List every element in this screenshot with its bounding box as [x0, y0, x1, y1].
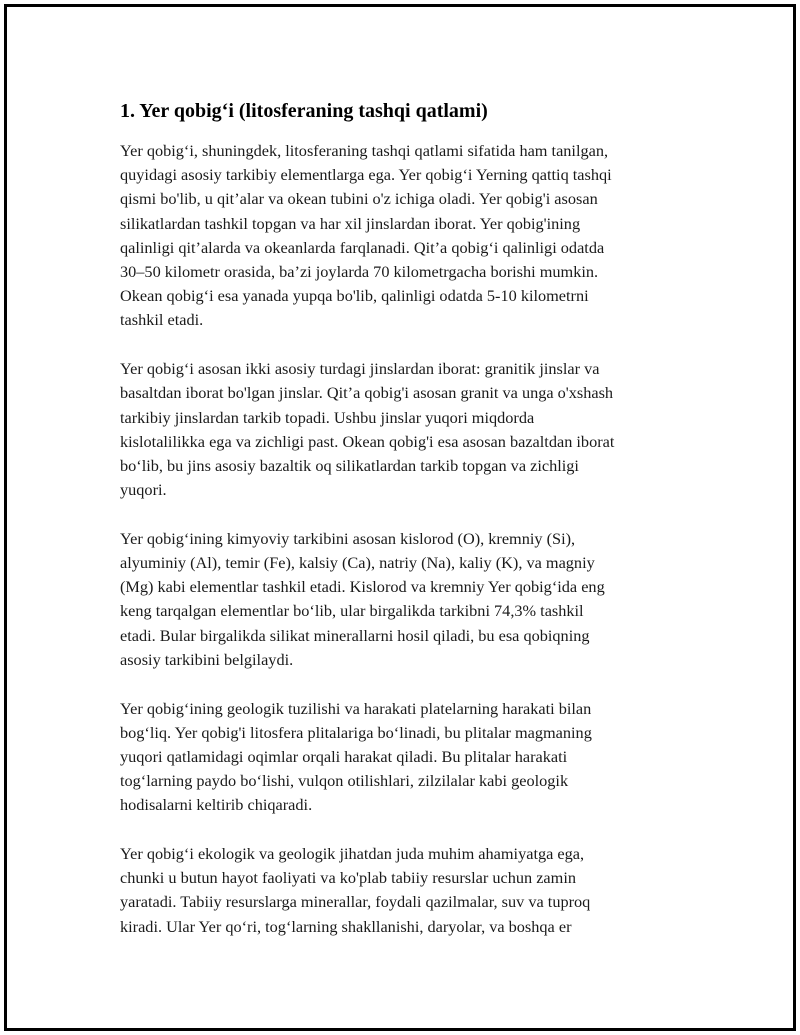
paragraph-line: alyuminiy (Al), temir (Fe), kalsiy (Ca), natriy (Na), kaliy (K), va magniy [120, 553, 595, 573]
paragraph-line: yaratadi. Tabiiy resurslarga minerallar, foydali qazilmalar, suv va tuproq [120, 892, 591, 912]
paragraph-line: Yer qobig‘i, shuningdek, litosferaning tashqi qatlami sifatida ham tanilgan, [120, 141, 609, 160]
document-body [120, 99, 690, 963]
paragraph-line: hodisalarni keltirib chiqaradi. [120, 795, 313, 815]
document-page [4, 4, 796, 1031]
paragraph-line: bo‘lib, bu jins asosiy bazaltik oq silikatlardan tarkib topgan va zichligi [120, 455, 579, 475]
section-heading: 1. Yer qobig‘i (litosferaning tashqi qatlami) [120, 100, 488, 122]
paragraph-line: kiradi. Ular Yer qo‘ri, tog‘larning shakllanishi, daryolar, va boshqa er [120, 916, 572, 936]
paragraph-2 [120, 357, 690, 502]
paragraph-3 [120, 527, 690, 672]
paragraph-line: qismi bo'lib, u qit’alar va okean tubini o'z ichiga oladi. Yer qobig'i asosan [120, 189, 598, 209]
paragraph-line: yuqori. [120, 480, 167, 500]
paragraph-line: etadi. Bular birgalikda silikat minerallarni hosil qiladi, bu esa qobiqning [120, 625, 590, 645]
paragraph-line: tog‘larning paydo bo‘lishi, vulqon otilishlari, zilzilalar kabi geologik [120, 771, 569, 791]
paragraph-line: asosiy tarkibini belgilaydi. [120, 649, 294, 669]
paragraph-line: silikatlardan tashkil topgan va har xil jinslardan iborat. Yer qobig'ining [120, 213, 581, 233]
paragraph-line: tashkil etadi. [120, 310, 204, 330]
paragraph-line: basaltdan iborat bo'lgan jinslar. Qit’a qobig'i asosan granit va unga o'xshash [120, 383, 614, 403]
paragraph-line: chunki u butun hayot faoliyati va ko'plab tabiiy resurslar uchun zamin [120, 868, 576, 888]
paragraph-line: Okean qobig‘i esa yanada yupqa bo'lib, qalinligi odatda 5-10 kilometrni [120, 286, 589, 306]
paragraph-line: bog‘liq. Yer qobig'i litosfera plitalariga bo‘linadi, bu plitalar magmaning [120, 722, 592, 742]
paragraph-line: Yer qobig‘i ekologik va geologik jihatdan juda muhim ahamiyatga ega, [120, 844, 585, 864]
paragraph-line: (Mg) kabi elementlar tashkil etadi. Kislorod va kremniy Yer qobig‘ida eng [120, 577, 605, 597]
paragraph-line: Yer qobig‘ining kimyoviy tarkibini asosan kislorod (O), kremniy (Si), [120, 528, 576, 548]
paragraph-4 [120, 697, 690, 818]
paragraph-line: Yer qobig‘i asosan ikki asosiy turdagi jinslardan iborat: granitik jinslar va [120, 359, 600, 379]
paragraph-line: 30–50 kilometr orasida, ba’zi joylarda 70 kilometrgacha borishi mumkin. [120, 262, 599, 282]
paragraph-line: kislotalilikka ega va zichligi past. Okean qobig'i esa asosan bazaltdan iborat [120, 431, 615, 451]
paragraph-line: qalinligi qit’alarda va okeanlarda farqlanadi. Qit’a qobig‘i qalinligi odatda [120, 237, 605, 257]
paragraph-5 [120, 842, 690, 939]
paragraph-line: Yer qobig‘ining geologik tuzilishi va harakati platelarning harakati bilan [120, 698, 592, 718]
paragraph-line: yuqori qatlamidagi oqimlar orqali harakat qiladi. Bu plitalar harakati [120, 746, 568, 766]
paragraph-line: quyidagi asosiy tarkibiy elementlarga ega. Yer qobig‘i Yerning qattiq tashqi [120, 165, 612, 185]
paragraph-line: tarkibiy jinslardan tarkib topadi. Ushbu jinslar yuqori miqdorda [120, 407, 535, 427]
paragraph-line: keng tarqalgan elementlar bo‘lib, ular birgalikda tarkibni 74,3% tashkil [120, 601, 584, 621]
paragraph-1 [120, 139, 690, 333]
